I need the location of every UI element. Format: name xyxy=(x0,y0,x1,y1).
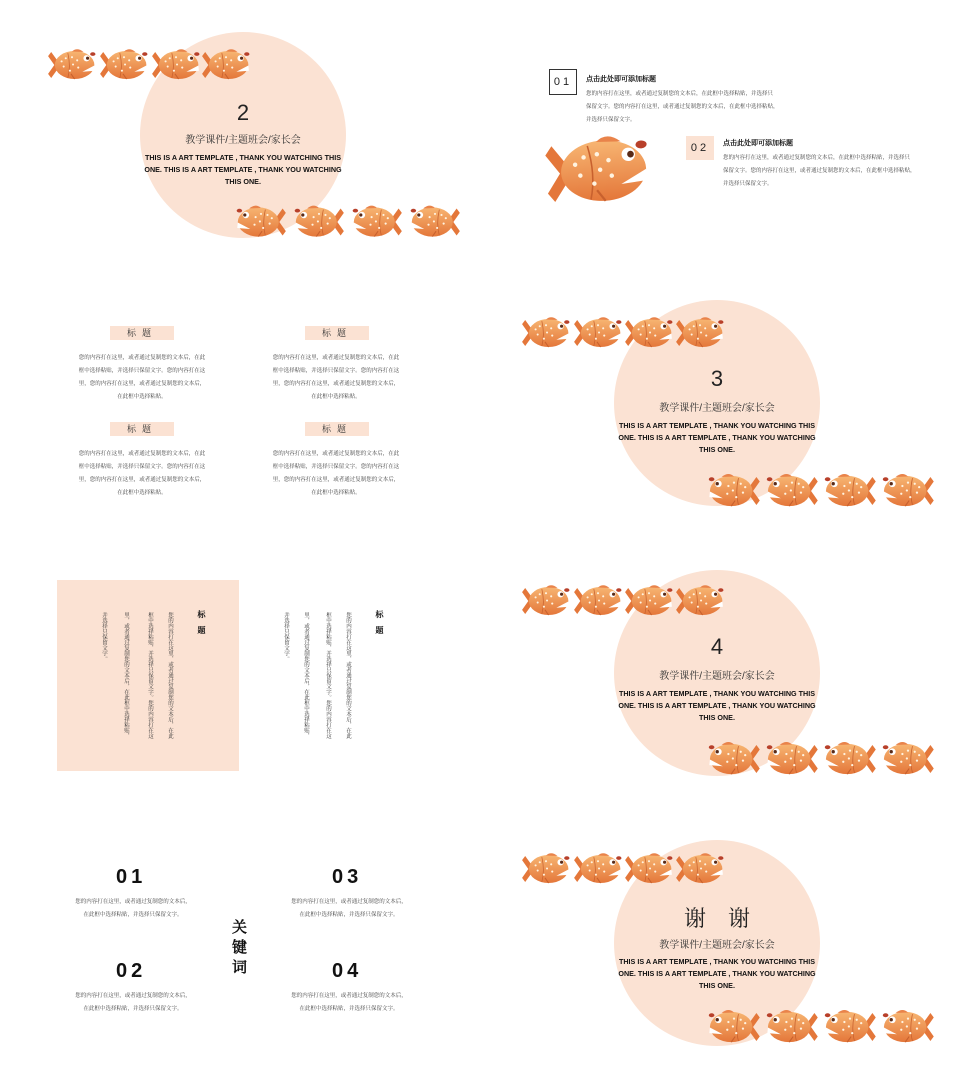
slide-english-text: THIS IS A ART TEMPLATE , THANK YOU WATCHING THIS ONE. THIS IS A ART TEMPLATE , THANK YOU WATCHING THIS ONE. xyxy=(144,153,342,186)
fish-icon xyxy=(674,850,726,888)
keyword-text: 您的内容打在这里，或者通过复制您的文本后， 在此框中选择粘贴，并选择只保留文字。 xyxy=(75,993,191,1012)
keyword-index: 04 xyxy=(332,960,363,982)
fish-icon xyxy=(623,850,675,888)
grid-text: 您的内容打在这里，或者通过复制您的文本后，在此 框中选择粘贴，并选择只保留文字。您的内容打在这 里，您的内容打在这里，或者通过复制您的文本后， 在此框中选择粘贴。 xyxy=(272,355,400,400)
cover-slide-3[interactable] xyxy=(480,270,960,540)
keyword-text: 您的内容打在这里，或者通过复制您的文本后， 在此框中选择粘贴，并选择只保留文字。 xyxy=(291,899,407,918)
toc-item-text: 您的内容打在这里，或者通过复制您的文本后，在此框中选择粘贴，并选择只 保留文字。您的内容打在这里，或者通过复制您的文本后，在此框中选择粘贴， 并选择只保留文字。 xyxy=(723,155,916,187)
vertical-text: 并选择只保留文字。 xyxy=(101,612,107,662)
slide-subtitle: 教学课件/主题班会/家长会 xyxy=(185,135,301,146)
fish-icon xyxy=(539,126,656,216)
toc-slide[interactable] xyxy=(480,0,960,270)
keyword-index: 02 xyxy=(116,960,147,982)
grid-text: 您的内容打在这里，或者通过复制您的文本后，在此 框中选择粘贴，并选择只保留文字。您的内容打在这 里，您的内容打在这里，或者通过复制您的文本后， 在此框中选择粘贴。 xyxy=(272,451,400,496)
keyword-label: 关键词 xyxy=(232,919,248,976)
slide-number: 4 xyxy=(710,634,724,659)
grid-slide[interactable] xyxy=(0,270,480,540)
grid-tag: 标题 xyxy=(110,422,174,436)
fish-icon xyxy=(764,470,820,512)
fish-icon xyxy=(674,314,726,352)
fish-icon xyxy=(234,202,288,242)
slide-subtitle: 教学课件/主题班会/家长会 xyxy=(659,671,775,682)
thanks-slide[interactable] xyxy=(480,810,960,1080)
fish-icon xyxy=(350,202,404,242)
vertical-title: 标题 xyxy=(375,610,384,642)
keyword-text: 您的内容打在这里，或者通过复制您的文本后， 在此框中选择粘贴，并选择只保留文字。 xyxy=(291,993,407,1012)
vertical-text: 里，或者通过复制您的文本后，在此框中选择粘贴， xyxy=(303,612,309,739)
keyword-slide[interactable] xyxy=(0,810,480,1080)
slide-subtitle: 教学课件/主题班会/家长会 xyxy=(659,403,775,414)
vertical-text: 您的内容打在这里，或者通过复制您的文本后，在此 xyxy=(345,612,351,739)
vertical-text: 并选择只保留文字。 xyxy=(283,612,289,662)
fish-icon xyxy=(880,738,936,780)
vertical-title: 标题 xyxy=(197,610,206,642)
fish-icon xyxy=(764,738,820,780)
keyword-index: 03 xyxy=(332,866,363,888)
thanks-title: 谢 谢 xyxy=(683,906,750,931)
grid-tag: 标题 xyxy=(305,326,369,340)
slide-english-text: THIS IS A ART TEMPLATE , THANK YOU WATCHING THIS ONE. THIS IS A ART TEMPLATE , THANK YOU WATCHING THIS ONE. xyxy=(618,689,816,722)
vertical-slide[interactable] xyxy=(0,540,480,810)
fish-icon xyxy=(880,470,936,512)
vertical-text: 里，或者通过复制您的文本后，在此框中选择粘贴， xyxy=(123,612,129,739)
fish-icon xyxy=(822,470,878,512)
fish-icon xyxy=(880,1006,936,1048)
fish-icon xyxy=(46,46,98,84)
fish-icon xyxy=(572,314,624,352)
fish-icon xyxy=(292,202,346,242)
fish-icon xyxy=(98,46,150,84)
cover-slide-2[interactable] xyxy=(0,0,480,270)
vertical-text: 您的内容打在这里，或者通过复制您的文本后，在此 xyxy=(167,612,173,739)
slide-subtitle: 教学课件/主题班会/家长会 xyxy=(659,940,775,951)
fish-icon xyxy=(822,1006,878,1048)
fish-icon xyxy=(706,1006,762,1048)
fish-icon xyxy=(623,582,675,620)
grid-tag: 标题 xyxy=(305,422,369,436)
vertical-text: 框中选择粘贴，并选择只保留文字。您的内容打在这 xyxy=(325,612,331,739)
slide-number: 2 xyxy=(236,100,250,125)
keyword-text: 您的内容打在这里，或者通过复制您的文本后， 在此框中选择粘贴，并选择只保留文字。 xyxy=(75,899,191,918)
cover-slide-4[interactable] xyxy=(480,540,960,810)
fish-icon xyxy=(200,46,252,84)
fish-icon xyxy=(706,738,762,780)
fish-icon xyxy=(764,1006,820,1048)
fish-icon xyxy=(520,582,572,620)
grid-text: 您的内容打在这里，或者通过复制您的文本后，在此 框中选择粘贴，并选择只保留文字。您的内容打在这 里，您的内容打在这里，或者通过复制您的文本后， 在此框中选择粘贴。 xyxy=(78,355,206,400)
slide-number: 3 xyxy=(710,366,724,391)
keyword-index: 01 xyxy=(116,866,147,888)
toc-index-box: 01 xyxy=(549,69,577,95)
fish-icon xyxy=(572,850,624,888)
fish-icon xyxy=(706,470,762,512)
toc-item-title[interactable]: 点击此处即可添加标题 xyxy=(723,140,793,147)
toc-item-text: 您的内容打在这里，或者通过复制您的文本后，在此框中选择粘贴，并选择只 保留文字。您的内容打在这里，或者通过复制您的文本后，在此框中选择粘贴， 并选择只保留文字。 xyxy=(586,91,779,123)
toc-index-box: 02 xyxy=(686,136,714,160)
fish-icon xyxy=(674,582,726,620)
fish-icon xyxy=(572,582,624,620)
vertical-text: 框中选择粘贴，并选择只保留文字。您的内容打在这 xyxy=(147,612,153,739)
fish-icon xyxy=(408,202,462,242)
fish-icon xyxy=(520,850,572,888)
fish-icon xyxy=(822,738,878,780)
toc-item-title[interactable]: 点击此处即可添加标题 xyxy=(586,76,656,83)
grid-text: 您的内容打在这里，或者通过复制您的文本后，在此 框中选择粘贴，并选择只保留文字。您的内容打在这 里，您的内容打在这里，或者通过复制您的文本后， 在此框中选择粘贴。 xyxy=(78,451,206,496)
fish-icon xyxy=(150,46,202,84)
grid-tag: 标题 xyxy=(110,326,174,340)
slide-english-text: THIS IS A ART TEMPLATE , THANK YOU WATCHING THIS ONE. THIS IS A ART TEMPLATE , THANK YOU WATCHING THIS ONE. xyxy=(618,421,816,454)
slide-english-text: THIS IS A ART TEMPLATE , THANK YOU WATCHING THIS ONE. THIS IS A ART TEMPLATE , THANK YOU WATCHING THIS ONE. xyxy=(618,957,816,990)
fish-icon xyxy=(623,314,675,352)
fish-icon xyxy=(520,314,572,352)
